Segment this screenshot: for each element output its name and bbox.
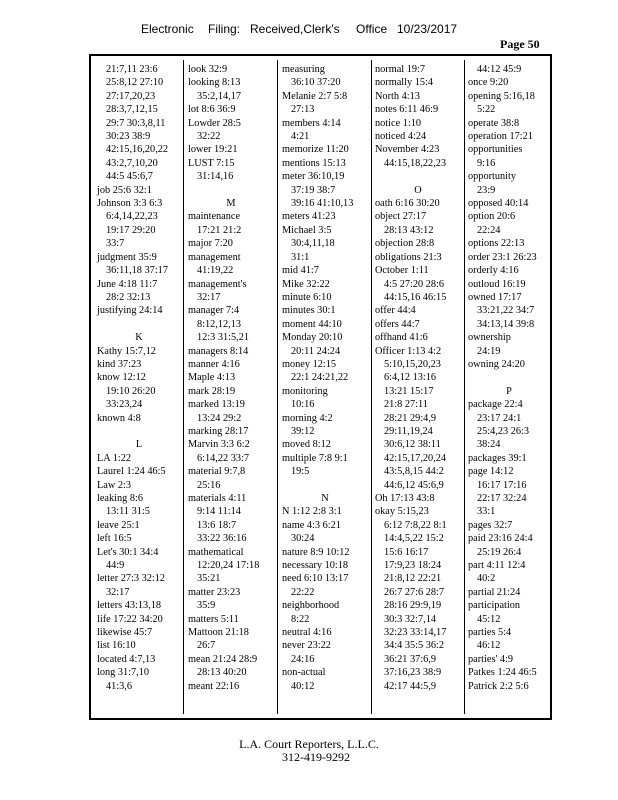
index-entry: notes 6:11 46:9: [375, 104, 439, 116]
index-entry: 17:21 21:2: [197, 224, 242, 236]
index-entry: okay 5:15,23: [375, 506, 429, 518]
index-entry: maintenance: [188, 211, 241, 223]
index-entry: offers 44:7: [375, 318, 420, 330]
index-entry: 44:12 45:9: [477, 64, 522, 75]
index-entry: partial 21:24: [468, 586, 521, 598]
index-entry: 28:13 43:12: [384, 224, 434, 236]
index-entry: ownership: [468, 332, 511, 344]
index-entry: 31:1: [291, 251, 310, 263]
index-entry: Monday 20:10: [282, 332, 343, 344]
index-entry: 21:7,11 23:6: [106, 64, 158, 75]
index-entry: 17:9,23 18:24: [384, 560, 442, 572]
index-entry: owning 24:20: [468, 358, 525, 370]
index-entry: Mike 32:22: [282, 278, 330, 290]
index-entry: long 31:7,10: [97, 667, 150, 679]
index-column-3: [282, 63, 368, 693]
letter-heading: N: [321, 493, 329, 504]
index-frame: [89, 54, 552, 720]
index-entry: matters 5:11: [188, 613, 239, 625]
index-entry: known 4:8: [97, 412, 141, 424]
index-entry: 30:4,11,18: [291, 238, 335, 250]
index-entry: options 22:13: [468, 238, 525, 250]
index-entry: 13:24 29:2: [197, 412, 242, 424]
index-entry: 4:5 27:20 28:6: [384, 278, 445, 290]
index-entry: notice 1:10: [375, 117, 422, 129]
index-entry: 25:4,23 26:3: [477, 425, 530, 437]
blank-line: [468, 371, 550, 384]
index-entry: 28:16 29:9,19: [384, 600, 442, 612]
index-entry: justifying 24:14: [97, 305, 163, 317]
index-entry: offhand 41:6: [375, 332, 428, 344]
index-entry: 37:19 38:7: [291, 184, 336, 196]
index-entry: 29:11,19,24: [384, 425, 433, 437]
index-entry: meters 41:23: [282, 211, 336, 223]
index-entry: 43:2,7,10,20: [106, 157, 158, 169]
index-entry: option 20:6: [468, 211, 516, 223]
index-entry: mark 28:19: [188, 385, 236, 397]
index-entry: 44:5 45:6,7: [106, 171, 153, 183]
index-entry: members 4:14: [282, 117, 341, 129]
index-entry: 8:12,12,13: [197, 318, 242, 330]
index-entry: 42:15,16,20,22: [106, 144, 169, 156]
index-entry: meant 22:16: [188, 680, 240, 692]
index-entry: letters 43:13,18: [97, 600, 162, 612]
index-entry: 21:8,12 22:21: [384, 573, 442, 585]
index-entry: 9:14 11:14: [197, 506, 241, 518]
index-entry: 35:9: [197, 600, 216, 612]
index-entry: 25:8,12 27:10: [106, 77, 164, 89]
index-entry: nature 8:9 10:12: [282, 546, 350, 558]
index-entry: 28:21 29:4,9: [384, 412, 437, 424]
page-number: Page 50: [500, 37, 540, 51]
index-entry: Lowder 28:5: [188, 117, 241, 129]
index-entry: obligations 21:3: [375, 251, 442, 263]
index-entry: 19:5: [291, 466, 310, 478]
index-entry: lot 8:6 36:9: [188, 104, 236, 116]
index-entry: moved 8:12: [282, 439, 331, 451]
index-entry: neutral 4:16: [282, 627, 332, 639]
index-entry: page 14:12: [468, 466, 514, 478]
index-entry: 44:15,18,22,23: [384, 157, 447, 169]
index-entry: participation: [468, 600, 521, 612]
index-entry: mean 21:24 28:9: [188, 653, 258, 665]
index-entry: 5:10,15,20,23: [384, 358, 441, 370]
index-entry: 43:5,8,15 44:2: [384, 466, 444, 478]
index-entry: 6:12 7:8,22 8:1: [384, 519, 447, 531]
index-entry: 14:4,5,22 15:2: [384, 533, 444, 545]
index-entry: monitoring: [282, 385, 328, 397]
header-date: 10/23/2017: [397, 22, 458, 36]
index-entry: once 9:20: [468, 77, 509, 89]
index-entry: looking 8:13: [188, 77, 241, 89]
index-entry: 30:24: [291, 533, 315, 545]
index-entry: 41:3,6: [106, 680, 133, 692]
index-entry: major 7:20: [188, 238, 233, 250]
index-entry: 26:7: [197, 640, 216, 652]
index-entry: Johnson 3:3 6:3: [97, 198, 163, 210]
index-entry: opportunities: [468, 144, 523, 156]
index-entry: 26:7 27:6 28:7: [384, 586, 445, 598]
column-divider: [183, 60, 184, 714]
index-column-1: [97, 63, 181, 693]
index-entry: manager 7:4: [188, 305, 240, 317]
index-entry: Officer 1:13 4:2: [375, 345, 442, 357]
index-entry: 32:17: [197, 291, 221, 303]
index-entry: 32:17: [106, 586, 130, 598]
letter-heading: M: [226, 198, 236, 210]
index-entry: owned 17:17: [468, 291, 522, 303]
column-divider: [464, 60, 465, 714]
index-entry: Let's 30:1 34:4: [97, 546, 159, 558]
index-entry: normally 15:4: [375, 77, 434, 89]
index-entry: opposed 40:14: [468, 198, 529, 210]
index-entry: 15:6 16:17: [384, 546, 429, 558]
index-entry: 16:17 17:16: [477, 479, 527, 491]
index-entry: 38:24: [477, 439, 501, 451]
index-entry: necessary 10:18: [282, 560, 349, 572]
index-entry: likewise 45:7: [97, 627, 153, 639]
index-entry: 12:20,24 17:18: [197, 560, 260, 572]
index-entry: 20:11 24:24: [291, 345, 341, 357]
blank-line: [97, 425, 181, 438]
index-entry: 42:15,17,20,24: [384, 452, 447, 464]
index-entry: 40:2: [477, 573, 496, 585]
index-entry: 46:12: [477, 640, 501, 652]
index-entry: 19:10 26:20: [106, 385, 156, 397]
index-entry: left 16:5: [97, 533, 132, 545]
index-entry: 42:17 44:5,9: [384, 680, 437, 692]
index-entry: 24:16: [291, 653, 315, 665]
blank-line: [282, 479, 368, 492]
index-entry: 35:21: [197, 573, 221, 585]
index-entry: 27:17,20,23: [106, 90, 156, 102]
blank-line: [188, 184, 274, 197]
index-entry: 33:7: [106, 238, 125, 250]
column-divider: [277, 60, 278, 714]
index-entry: outloud 16:19: [468, 278, 526, 290]
index-entry: mentions 15:13: [282, 157, 346, 169]
index-entry: 41:19,22: [197, 265, 234, 277]
index-entry: measuring: [282, 64, 325, 75]
index-entry: 28:3,7,12,15: [106, 104, 158, 116]
index-entry: 25:19 26:4: [477, 546, 522, 558]
index-entry: never 23:22: [282, 640, 331, 652]
index-entry: 22:24: [477, 224, 501, 236]
index-entry: 12:3 31:5,21: [197, 332, 250, 344]
index-entry: 33:22 36:16: [197, 533, 247, 545]
index-entry: kind 37:23: [97, 358, 142, 370]
index-entry: 22:22: [291, 586, 315, 598]
index-entry: 31:14,16: [197, 171, 234, 183]
index-entry: 24:19: [477, 345, 501, 357]
index-entry: 36:11,18 37:17: [106, 265, 168, 277]
index-entry: need 6:10 13:17: [282, 573, 349, 585]
index-entry: 5:22: [477, 104, 496, 116]
index-entry: Patkes 1:24 46:5: [468, 667, 537, 679]
index-entry: parties 5:4: [468, 627, 512, 639]
index-entry: marked 13:19: [188, 399, 245, 411]
index-entry: Laurel 1:24 46:5: [97, 466, 166, 478]
index-column-5: [468, 63, 550, 693]
index-entry: offer 44:4: [375, 305, 416, 317]
index-entry: 30:3 32:7,14: [384, 613, 437, 625]
index-entry: 4:21: [291, 131, 310, 143]
index-entry: mid 41:7: [282, 265, 319, 277]
index-entry: operation 17:21: [468, 131, 533, 143]
index-entry: 21:8 27:11: [384, 399, 428, 411]
index-entry: 22:17 32:24: [477, 493, 527, 504]
blank-line: [97, 318, 181, 331]
index-entry: 29:7 30:3,8,11: [106, 117, 166, 129]
index-entry: 19:17 29:20: [106, 224, 156, 236]
index-entry: oath 6:16 30:20: [375, 198, 440, 210]
index-entry: orderly 4:16: [468, 265, 519, 277]
index-column-2: [188, 63, 274, 693]
header-filing: Filing:: [208, 22, 241, 36]
index-entry: operate 38:8: [468, 117, 520, 129]
index-entry: mathematical: [188, 546, 244, 558]
index-entry: Patrick 2:2 5:6: [468, 680, 529, 692]
index-entry: job 25:6 32:1: [97, 184, 152, 196]
index-entry: object 27:17: [375, 211, 427, 223]
index-entry: judgment 35:9: [97, 251, 157, 263]
index-entry: normal 19:7: [375, 64, 426, 75]
index-entry: 13:21 15:17: [384, 385, 434, 397]
index-entry: leave 25:1: [97, 519, 140, 531]
index-entry: 35:2,14,17: [197, 90, 242, 102]
index-entry: material 9:7,8: [188, 466, 246, 478]
blank-line: [375, 170, 461, 183]
index-entry: 33:23,24: [106, 399, 143, 411]
index-entry: 13:6 18:7: [197, 519, 237, 531]
index-entry: 10:16: [291, 399, 315, 411]
index-entry: list 16:10: [97, 640, 136, 652]
index-entry: minutes 30:1: [282, 305, 336, 317]
index-entry: managers 8:14: [188, 345, 249, 357]
index-entry: 32:22: [197, 131, 221, 143]
letter-heading: P: [506, 385, 512, 397]
index-entry: objection 28:8: [375, 238, 435, 250]
index-entry: manner 4:16: [188, 358, 240, 370]
index-entry: LA 1:22: [97, 452, 132, 464]
index-entry: package 22:4: [468, 399, 523, 411]
index-entry: N 1:12 2:8 3:1: [282, 506, 342, 518]
index-entry: 34:13,14 39:8: [477, 318, 535, 330]
index-entry: management: [188, 251, 241, 263]
index-entry: 32:23 33:14,17: [384, 627, 447, 639]
index-entry: 22:1 24:21,22: [291, 372, 349, 384]
index-entry: Law 2:3: [97, 479, 132, 491]
header-received: Received,Clerk's: [250, 22, 340, 36]
index-entry: 28:2 32:13: [106, 291, 151, 303]
index-entry: paid 23:16 24:4: [468, 533, 533, 545]
index-entry: North 4:13: [375, 90, 420, 102]
index-entry: 36:21 37:6,9: [384, 653, 437, 665]
index-entry: 44:6,12 45:6,9: [384, 479, 444, 491]
header-electronic: Electronic: [141, 22, 194, 36]
index-entry: memorize 11:20: [282, 144, 349, 156]
index-entry: opportunity: [468, 171, 517, 183]
index-entry: lower 19:21: [188, 144, 238, 156]
index-entry: 23:9: [477, 184, 496, 196]
index-entry: money 12:15: [282, 358, 337, 370]
index-entry: name 4:3 6:21: [282, 519, 341, 531]
header-office: Office: [356, 22, 388, 36]
index-entry: multiple 7:8 9:1: [282, 452, 348, 464]
index-entry: October 1:11: [375, 265, 429, 277]
index-entry: parties' 4:9: [468, 653, 514, 665]
index-entry: 45:12: [477, 613, 501, 625]
index-entry: 34:4 35:5 36:2: [384, 640, 445, 652]
index-entry: 39:12: [291, 425, 315, 437]
index-entry: 44:15,16 46:15: [384, 291, 447, 303]
index-entry: minute 6:10: [282, 291, 332, 303]
index-entry: located 4:7,13: [97, 653, 156, 665]
index-entry: 33:1: [477, 506, 496, 518]
index-entry: LUST 7:15: [188, 157, 235, 169]
letter-heading: L: [135, 439, 143, 451]
index-entry: materials 4:11: [188, 493, 247, 504]
index-entry: meter 36:10,19: [282, 171, 345, 183]
index-entry: marking 28:17: [188, 425, 249, 437]
letter-heading: K: [135, 332, 143, 344]
index-entry: 27:13: [291, 104, 315, 116]
column-divider: [371, 60, 372, 714]
index-entry: 6:4,14,22,23: [106, 211, 158, 223]
index-entry: 37:16,23 38:9: [384, 667, 442, 679]
index-entry: 6:14,22 33:7: [197, 452, 250, 464]
index-entry: November 4:23: [375, 144, 440, 156]
index-entry: management's: [188, 278, 247, 290]
footer-company: L.A. Court Reporters, L.L.C.: [239, 737, 379, 751]
index-entry: June 4:18 11:7: [97, 278, 158, 290]
index-entry: matter 23:23: [188, 586, 241, 598]
index-entry: 13:11 31:5: [106, 506, 150, 518]
index-entry: 30:23 38:9: [106, 131, 151, 143]
index-entry: 36:10 37:20: [291, 77, 341, 89]
index-entry: 28:13 40:20: [197, 667, 247, 679]
index-entry: order 23:1 26:23: [468, 251, 537, 263]
index-entry: noticed 4:24: [375, 131, 427, 143]
index-entry: 9:16: [477, 157, 496, 169]
index-entry: Kathy 15:7,12: [97, 345, 156, 357]
index-entry: know 12:12: [97, 372, 146, 384]
index-entry: 44:9: [106, 560, 125, 572]
index-entry: 33:21,22 34:7: [477, 305, 535, 317]
index-entry: Maple 4:13: [188, 372, 236, 384]
index-entry: leaking 8:6: [97, 493, 144, 504]
index-entry: 6:4,12 13:16: [384, 372, 437, 384]
index-entry: Marvin 3:3 6:2: [188, 439, 250, 451]
index-entry: 8:22: [291, 613, 310, 625]
index-entry: 30:6,12 38:11: [384, 439, 441, 451]
letter-heading: O: [414, 184, 422, 196]
footer-phone: 312-419-9292: [282, 750, 350, 764]
index-entry: 40:12: [291, 680, 315, 692]
index-entry: look 32:9: [188, 64, 228, 75]
index-entry: morning 4:2: [282, 412, 333, 424]
index-entry: neighborhood: [282, 600, 340, 612]
index-entry: Oh 17:13 43:8: [375, 493, 435, 504]
index-entry: 39:16 41:10,13: [291, 198, 354, 210]
index-entry: non-actual: [282, 667, 326, 679]
index-entry: pages 32:7: [468, 519, 513, 531]
index-entry: 23:17 24:1: [477, 412, 522, 424]
index-entry: Melanie 2:7 5:8: [282, 90, 348, 102]
index-entry: Michael 3:5: [282, 224, 332, 236]
index-entry: packages 39:1: [468, 452, 527, 464]
index-entry: 25:16: [197, 479, 221, 491]
index-entry: opening 5:16,18: [468, 90, 535, 102]
index-entry: letter 27:3 32:12: [97, 573, 166, 585]
index-column-4: [375, 63, 461, 693]
index-entry: moment 44:10: [282, 318, 342, 330]
index-entry: Mattoon 21:18: [188, 627, 249, 639]
index-entry: life 17:22 34:20: [97, 613, 163, 625]
index-entry: part 4:11 12:4: [468, 560, 526, 572]
